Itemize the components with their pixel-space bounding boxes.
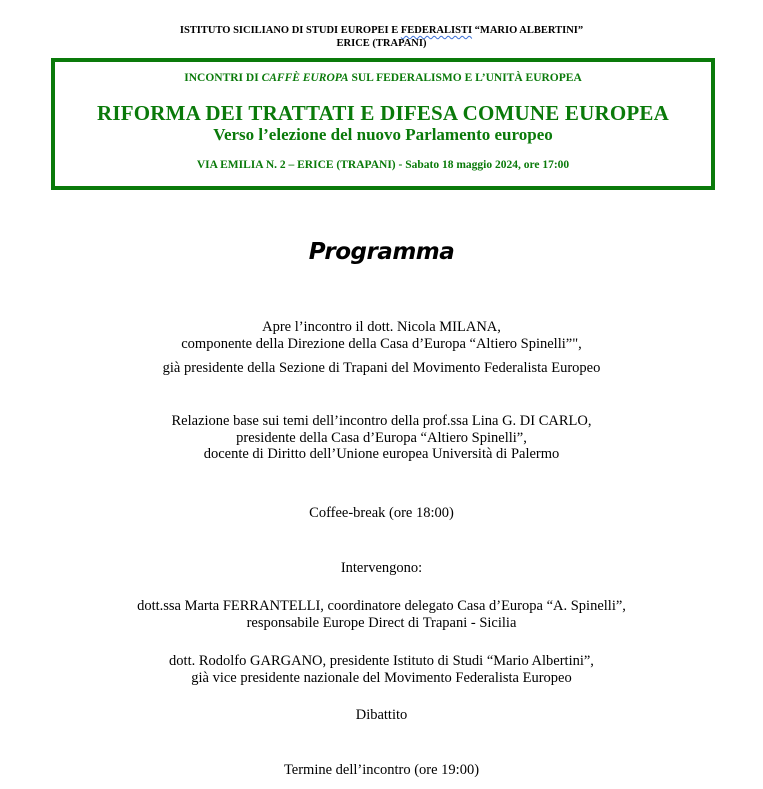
closing: Termine dell’incontro (ore 19:00) (283, 762, 480, 778)
institute-name-part-1: ISTITUTO SICILIANO DI STUDI EUROPEI E (179, 25, 401, 36)
speaker-1-line-2: responsabile Europe Direct di Trapani - Sicilia (246, 614, 517, 631)
event-venue-date: VIA EMILIA N. 2 – ERICE (TRAPANI) - Sabato 18 maggio 2024, ore 17:00 (196, 159, 570, 171)
coffee-break: Coffee-break (ore 18:00) (309, 505, 454, 521)
speaker-1-block (0, 598, 763, 631)
institute-name-spellcheck-word[interactable]: FEDERALISTI (400, 25, 473, 36)
speaker-1-line-1: dott.ssa Marta FERRANTELLI, coordinatore delegato Casa d’Europa “A. Spinelli”, (137, 598, 626, 614)
institute-name-part-2: “MARIO ALBERTINI” (472, 25, 584, 36)
event-subtitle: Verso l’elezione del nuovo Parlamento europeo (213, 125, 553, 144)
speaker-2-line-1: dott. Rodolfo GARGANO, presidente Istituto di Studi “Mario Albertini”, (169, 653, 594, 669)
report-line-3: docente di Diritto dell’Unione europea Università di Palermo (203, 446, 560, 462)
program-heading: Programma (308, 239, 455, 265)
event-series-part-1: INCONTRI DI (184, 72, 262, 84)
report-block (0, 413, 763, 463)
institute-header (0, 24, 763, 50)
speaker-2-line-2: già vice presidente nazionale del Movimento Federalista Europeo (191, 669, 572, 686)
debate: Dibattito (355, 707, 408, 723)
institute-location: ERICE (TRAPANI) (336, 38, 427, 49)
report-line-2: presidente della Casa d’Europa “Altiero Spinelli”, (236, 429, 527, 446)
event-banner (51, 58, 715, 190)
opening-line-3: già presidente della Sezione di Trapani del Movimento Federalista Europeo (162, 360, 601, 376)
opening-block (0, 319, 763, 377)
report-line-1: Relazione base sui temi dell’incontro della prof.ssa Lina G. DI CARLO, (171, 413, 592, 429)
opening-line-1: Apre l’incontro il dott. Nicola MILANA, (262, 319, 501, 335)
event-series-italic: CAFFÈ EUROPA (261, 72, 349, 84)
event-title: RIFORMA DEI TRATTATI E DIFESA COMUNE EUROPEA (97, 101, 669, 125)
opening-line-2: componente della Direzione della Casa d’Europa “Altiero Spinelli”", (181, 335, 582, 352)
speaker-2-block (0, 653, 763, 686)
event-series (55, 71, 711, 85)
institute-name (0, 24, 763, 37)
event-series-part-2: SUL FEDERALISMO E L’UNITÀ EUROPEA (348, 72, 582, 84)
speakers-intro: Intervengono: (340, 560, 423, 576)
